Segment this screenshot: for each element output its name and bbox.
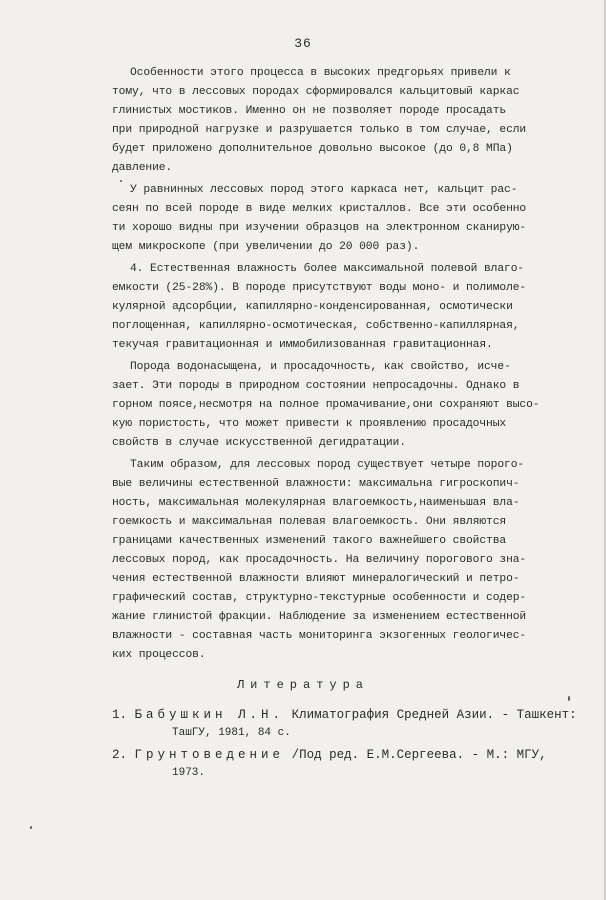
text-line: 4. Естественная влажность более максимальной полевой влаго-: [130, 263, 525, 275]
text-line: вые величины естественной влажности: максимальна гигроскопич-: [112, 478, 520, 490]
text-line: границами качественных изменений такого важнейшего свойства: [112, 535, 507, 547]
text-line: ких процессов.: [112, 649, 206, 661]
text-line: текучая гравитационная и иммобилизованная гравитационная.: [112, 339, 493, 351]
text-line: лессовых пород, как просадочность. На величину порогового зна-: [112, 554, 527, 566]
reference-continuation: ТашГУ, 1981, 84 с.: [172, 727, 291, 739]
text-line: кулярной адсорбции, капиллярно-конденсированная, осмотически: [112, 301, 513, 313]
reference-continuation: 1973.: [172, 767, 206, 779]
page-number: 36: [294, 36, 312, 51]
text-line: емкости (25-28%). В породе присутствуют воды моно- и полимоле-: [112, 282, 527, 294]
text-line: У равнинных лессовых пород этого каркаса нет, кальцит рас-: [130, 184, 518, 196]
text-line: гоемкость и максимальная полевая влагоемкость. Они являются: [112, 516, 507, 528]
text-line: давление.: [112, 162, 173, 174]
reference-text: /Под ред. Е.М.Сергеева. - М.: МГУ,: [291, 748, 547, 762]
text-line: ти хорошо видны при изучении образцов на электронном сканирую-: [112, 222, 527, 234]
text-line: свойств в случае искусственной дегидратации.: [112, 437, 406, 449]
text-line: жание глинистой фракции. Наблюдение за изменением естественной: [112, 611, 527, 623]
references-heading: Литература: [236, 678, 369, 692]
text-line: кую пористость, что может привести к проявлению просадочных: [112, 418, 507, 430]
text-line: Порода водонасыщена, и просадочность, как свойство, исче-: [130, 361, 511, 373]
text-line: поглощенная, капиллярно-осмотическая, собственно-капиллярная,: [112, 320, 520, 332]
reference-number: 1.: [112, 708, 128, 722]
text-line: тому, что в лессовых породах сформировался кальцитовый каркас: [112, 86, 520, 98]
text-line: Особенности этого процесса в высоких предгорьях привели к: [130, 67, 511, 79]
text-line: зает. Эти породы в природном состоянии непросадочны. Однако в: [112, 380, 520, 392]
text-line: щем микроскопе (при увеличении до 20 000 раз).: [112, 241, 420, 253]
scan-speck: [568, 696, 570, 701]
text-line: влажности - составная часть мониторинга экзогенных геологичес-: [112, 630, 527, 642]
text-line: глинистых мостиков. Именно он не позволяет породе просадать: [112, 105, 507, 117]
reference-item: [112, 708, 577, 722]
text-line: графический состав, структурно-текстурные особенности и содер-: [112, 592, 527, 604]
reference-author: Бабушкин Л.Н.: [134, 708, 285, 722]
reference-author: Грунтоведение: [134, 748, 285, 762]
scan-speck: [30, 826, 32, 829]
reference-number: 2.: [112, 748, 128, 762]
body-text: [112, 64, 596, 665]
text-line: горном поясе,несмотря на полное промачивание,они сохраняют высо-: [112, 399, 540, 411]
text-line: чения естественной влажности влияют минералогический и петро-: [112, 573, 520, 585]
reference-text: Климатография Средней Азии. - Ташкент:: [291, 708, 577, 722]
text-line: сеян по всей породе в виде мелких кристаллов. Все эти особенно: [112, 203, 527, 215]
text-line: при природной нагрузке и разрушается только в том случае, если: [112, 124, 527, 136]
text-line: Таким образом, для лессовых пород существует четыре порого-: [130, 459, 525, 471]
reference-item: [112, 748, 547, 762]
text-line: будет приложено дополнительное довольно высокое (до 0,8 МПа): [112, 143, 513, 155]
scan-speck: [120, 180, 122, 182]
text-line: ность, максимальная молекулярная влагоемкость,наименьшая вла-: [112, 497, 520, 509]
